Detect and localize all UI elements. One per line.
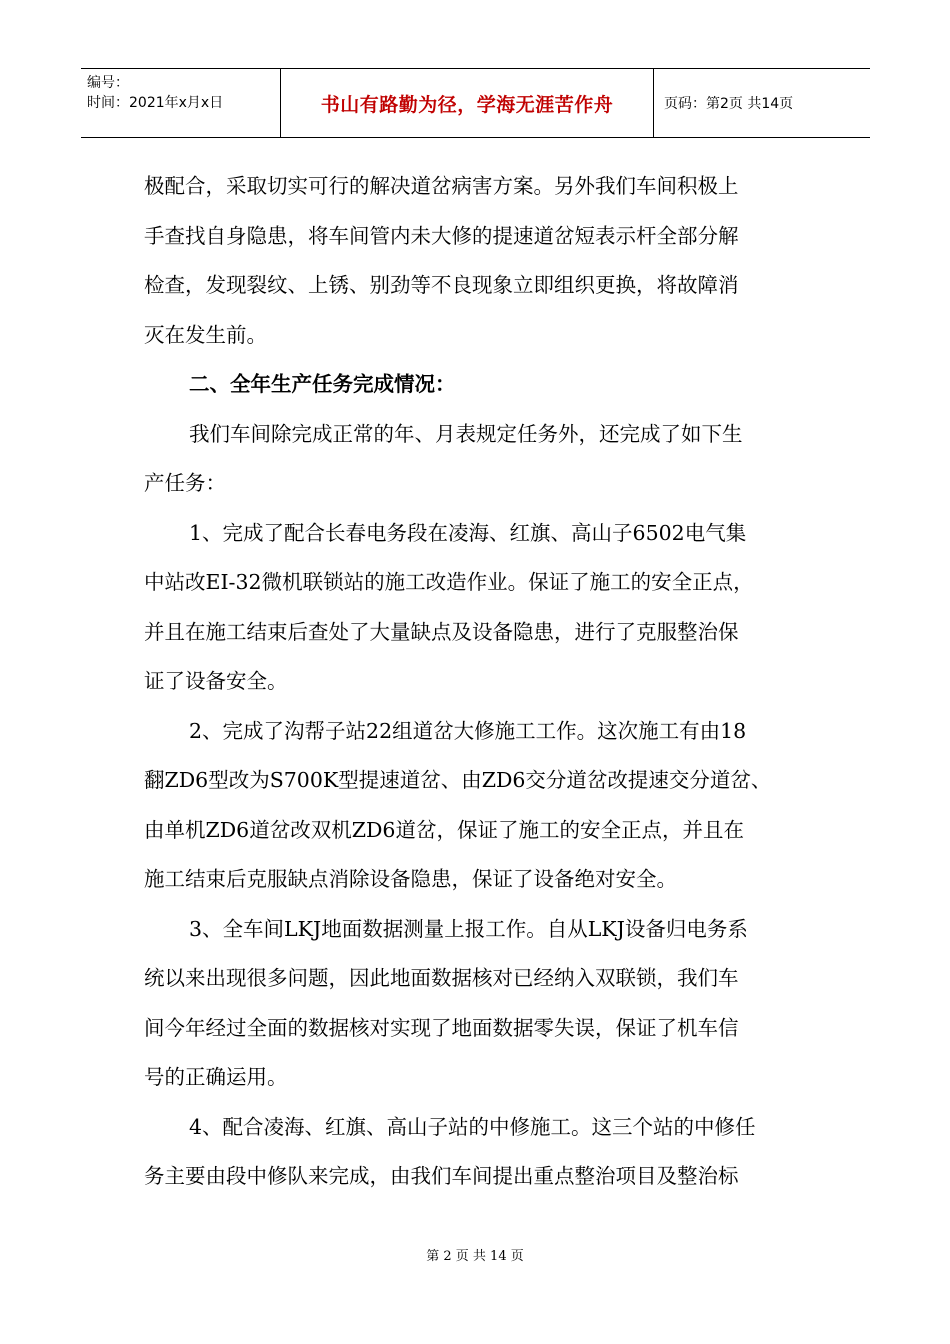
document-number-label: 编号： bbox=[87, 75, 129, 91]
text-line: 并且在施工结束后查处了大量缺点及设备隐患，进行了克服整治保 bbox=[144, 619, 739, 644]
header-meta-cell bbox=[81, 69, 281, 137]
text-line: 号的正确运用。 bbox=[144, 1065, 288, 1089]
text-line: 中站改EI-32微机联锁站的施工改造作业。保证了施工的安全正点， bbox=[144, 570, 754, 594]
text-line: 我们车间除完成正常的年、月表规定任务外，还完成了如下生 bbox=[189, 421, 743, 446]
text-line: 证了设备安全。 bbox=[144, 669, 288, 693]
text-line: 施工结束后克服缺点消除设备隐患，保证了设备绝对安全。 bbox=[144, 867, 677, 891]
document-body bbox=[144, 162, 816, 1202]
text-line: 统以来出现很多问题，因此地面数据核对已经纳入双联锁，我们车 bbox=[144, 966, 739, 990]
page-footer: 第 2 页 共 14 页 bbox=[426, 1249, 524, 1264]
text-line: 翻ZD6型改为S700K型提速道岔、由ZD6交分道岔改提速交分道岔、 bbox=[144, 768, 772, 792]
text-line: 1、完成了配合长春电务段在凌海、红旗、高山子6502电气集 bbox=[189, 520, 747, 545]
text-line: 手查找自身隐患，将车间管内未大修的提速道岔短表示杆全部分解 bbox=[144, 223, 739, 248]
document-date-label: 时间：2021年x月x日 bbox=[87, 95, 224, 111]
header-motto: 书山有路勤为径，学海无涯苦作舟 bbox=[281, 69, 654, 137]
header-table bbox=[81, 68, 870, 138]
text-line: 极配合，采取切实可行的解决道岔病害方案。另外我们车间积极上 bbox=[144, 174, 739, 198]
header-page-info: 页码：第2页 共14页 bbox=[664, 96, 794, 112]
text-line: 灭在发生前。 bbox=[144, 322, 267, 347]
text-line: 间今年经过全面的数据核对实现了地面数据零失误，保证了机车信 bbox=[144, 1015, 739, 1040]
text-line: 由单机ZD6道岔改双机ZD6道岔，保证了施工的安全正点，并且在 bbox=[144, 817, 744, 842]
text-line: 检查，发现裂纹、上锈、别劲等不良现象立即组织更换，将故障消 bbox=[144, 273, 739, 297]
text-line: 3、全车间LKJ地面数据测量上报工作。自从LKJ设备归电务系 bbox=[189, 916, 748, 941]
text-line: 产任务： bbox=[144, 471, 226, 495]
section-heading: 二、全年生产任务完成情况： bbox=[189, 372, 456, 396]
text-line: 2、完成了沟帮子站22组道岔大修施工工作。这次施工有由18 bbox=[189, 718, 747, 743]
text-line: 4、配合凌海、红旗、高山子站的中修施工。这三个站的中修任 bbox=[189, 1114, 756, 1139]
text-line: 务主要由段中修队来完成，由我们车间提出重点整治项目及整治标 bbox=[144, 1164, 739, 1188]
